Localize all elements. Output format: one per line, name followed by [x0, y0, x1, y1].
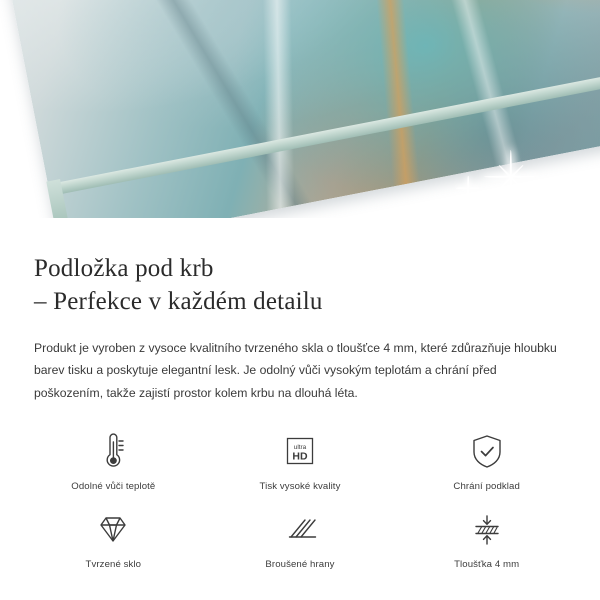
feature-print-quality: [207, 430, 394, 492]
hero-image-inner: [0, 0, 600, 218]
thermometer-icon: [93, 430, 133, 472]
svg-text:HD: HD: [292, 450, 308, 463]
feature-label: Broušené hrany: [265, 559, 335, 571]
content-block: [0, 218, 600, 404]
feature-label: Odolné vůči teplotě: [71, 481, 156, 493]
feature-heat-resistant: [20, 430, 207, 492]
feature-grid: [0, 430, 600, 570]
polished-edges-icon: [279, 508, 321, 550]
page-title: [34, 252, 566, 319]
feature-label: Tisk vysoké kvality: [259, 481, 341, 493]
diamond-icon: [92, 508, 134, 550]
feature-thickness: [393, 508, 580, 570]
feature-label: Tloušťka 4 mm: [454, 559, 520, 571]
feature-label: Tvrzené sklo: [85, 559, 142, 571]
hero-image: [0, 0, 600, 218]
feature-surface-protection: [393, 430, 580, 492]
page-title-line2: – Perfekce v každém detailu: [34, 288, 323, 316]
page-title-line1: Podložka pod krb: [34, 255, 214, 282]
feature-polished-edges: [207, 508, 394, 570]
feature-tempered-glass: [20, 508, 207, 570]
sparkle-small-icon: [456, 176, 480, 200]
svg-text:ultra: ultra: [293, 444, 307, 452]
product-description: Produkt je vyroben z vysoce kvalitního tvrzeného skla o tloušťce 4 mm, které zdůrazňuje hloubku barev tisku a poskytuje elegantní lesk. Je odolný vůči vysokým teplotám a chrání před poškozením, takže zajistí prostor kolem krbu na dlouhá léta.: [34, 340, 557, 400]
thickness-arrows-icon: [466, 508, 508, 550]
feature-label: Chrání podklad: [453, 481, 520, 493]
ultra-hd-icon: [279, 430, 321, 472]
shield-check-icon: [467, 430, 507, 472]
